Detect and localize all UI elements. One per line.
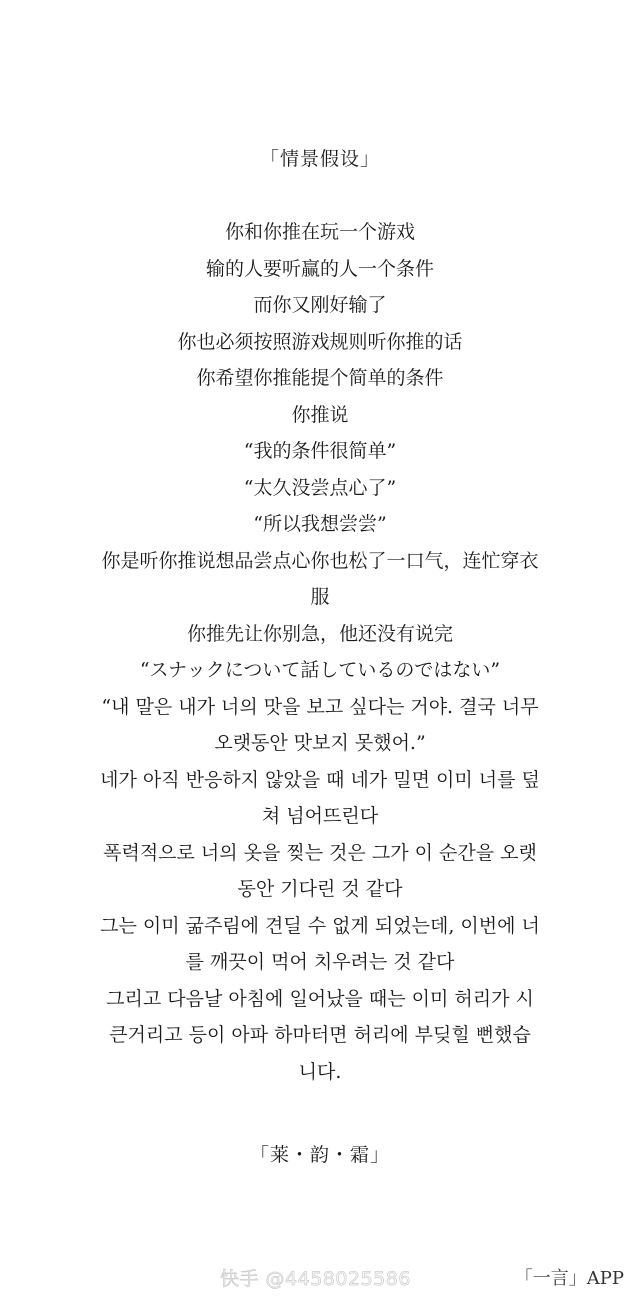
- text-line: 그는 이미 굶주림에 견딜 수 없게 되었는데, 이번에 너를 깨끗이 먹어 치우려는 것 같다: [100, 914, 540, 973]
- author-signature: 「莱・韵・霜」: [249, 1144, 390, 1166]
- text-line: 输的人要听赢的人一个条件: [205, 257, 434, 280]
- text-line: 你希望你推能提个简单的条件: [196, 367, 444, 389]
- post-title: 「情景假设」: [259, 148, 380, 170]
- text-line: 你推说: [291, 403, 349, 426]
- text-line: 你推先让你别急，他还没有说完: [186, 622, 453, 645]
- text-line: “我的条件很简单”: [243, 440, 397, 462]
- text-line: 你是听你推说想品尝点心你也松了一口气，连忙穿衣服: [101, 549, 539, 608]
- app-brand-mark: 「一言」APP: [514, 1268, 624, 1289]
- text-line: “所以我想尝尝”: [253, 513, 387, 535]
- text-line: “スナックについて話しているのではない”: [139, 659, 501, 681]
- text-line: 그리고 다음날 아침에 일어났을 때는 이미 허리가 시큰거리고 등이 아파 하마터면 허리에 부딪힐 뻔했습니다.: [106, 987, 534, 1083]
- text-line: 네가 아직 반응하지 않았을 때 네가 밀면 이미 너를 덮쳐 넘어뜨린다: [100, 768, 540, 827]
- text-line: 你和你推在玩一个游戏: [224, 221, 415, 243]
- text-line: 폭력적으로 너의 옷을 찢는 것은 그가 이 순간을 오랫동안 기다린 것 같다: [103, 841, 537, 900]
- text-line: “太久没尝点心了”: [243, 476, 397, 499]
- kuaishou-watermark: 快手 @4458025586: [220, 1268, 411, 1290]
- post-body: [100, 214, 540, 1090]
- text-line: “내 말은 내가 너의 맛을 보고 싶다는 거야. 결국 너무 오랫동안 맛보지 못했어.”: [101, 695, 539, 754]
- text-line: 你也必须按照游戏规则听你推的话: [177, 330, 463, 353]
- text-line: 而你又刚好输了: [253, 294, 387, 316]
